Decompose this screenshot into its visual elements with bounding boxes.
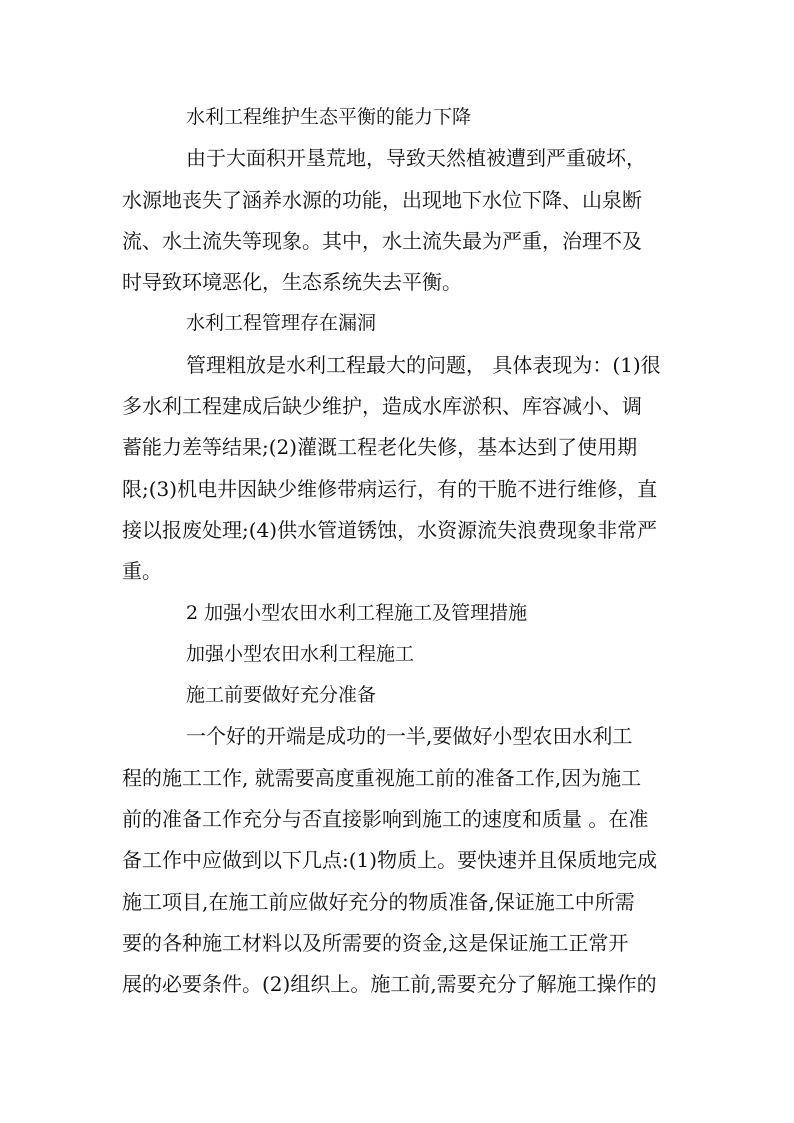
paragraph-line: 水源地丧失了涵养水源的功能，出现地下水位下降、山泉断 (122, 187, 642, 212)
paragraph-line: 管理粗放是水利工程最大的问题， 具体表现为：(1)很 (186, 352, 661, 377)
document-body (122, 97, 682, 1006)
paragraph-line: 要的各种施工材料以及所需要的资金,这是保证施工正常开 (122, 930, 629, 955)
paragraph-line: 重。 (122, 559, 162, 584)
paragraph-line: 备工作中应做到以下几点:(1)物质上。要快速并且保质地完成 (122, 848, 658, 873)
paragraph-line: 前的准备工作充分与否直接影响到施工的速度和质量 。在准 (122, 807, 649, 832)
paragraph-line: 由于大面积开垦荒地，导致天然植被遭到严重破坏， (186, 146, 646, 171)
paragraph-line: 展的必要条件。(2)组织上。施工前,需要充分了解施工操作的 (122, 972, 657, 997)
paragraph-line: 程的施工工作, 就需要高度重视施工前的准备工作,因为施工 (122, 765, 642, 790)
paragraph-line: 多水利工程建成后缺少维护，造成水库淤积、库容减小、调 (122, 394, 642, 419)
section-heading-management: 水利工程管理存在漏洞 (186, 312, 377, 335)
paragraph-line: 时导致环境恶化，生态系统失去平衡。 (122, 270, 462, 295)
subsection-heading-construction: 加强小型农田水利工程施工 (186, 642, 415, 665)
paragraph-line: 流、水土流失等现象。其中，水土流失最为严重，治理不及 (122, 228, 642, 253)
paragraph-line: 施工项目,在施工前应做好充分的物质准备,保证施工中所需 (122, 889, 635, 914)
paragraph-line: 接以报废处理;(4)供水管道锈蚀，水资源流失浪费现象非常严 (122, 517, 658, 542)
paragraph-line: 蓄能力差等结果;(2)灌溉工程老化失修，基本达到了使用期 (122, 435, 638, 460)
subsection-heading-preparation: 施工前要做好充分准备 (186, 684, 377, 707)
paragraph-line: 限;(3)机电井因缺少维修带病运行，有的干脆不进行维修，直 (122, 476, 658, 501)
paragraph-line: 一个好的开端是成功的一半,要做好小型农田水利工 (186, 724, 633, 749)
section-heading-ecology: 水利工程维护生态平衡的能力下降 (186, 106, 472, 128)
section-heading-measures: 2 加强小型农田水利工程施工及管理措施 (186, 601, 528, 624)
